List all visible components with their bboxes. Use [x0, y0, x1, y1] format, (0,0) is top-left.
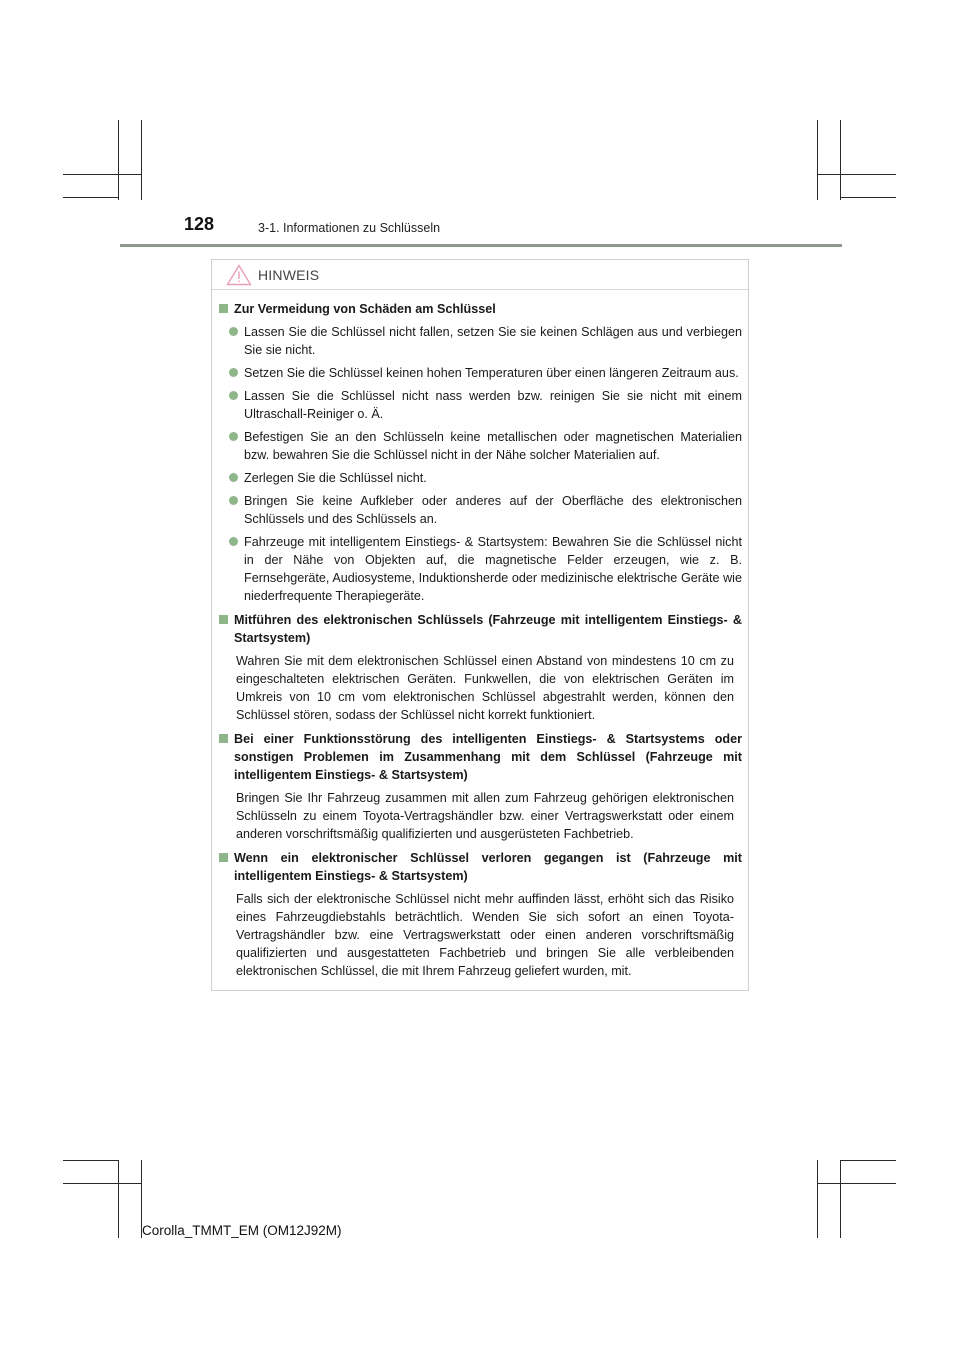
notice-section — [219, 730, 742, 843]
circle-bullet-icon — [229, 496, 238, 505]
crop-mark — [840, 197, 896, 198]
circle-bullet-icon — [229, 391, 238, 400]
section-paragraph: Falls sich der elektronische Schlüssel nicht mehr auffinden lässt, erhöht sich das Risiko eines Fahrzeugdiebstahls beträchtlich. Wenden Sie sich sofort an einen Toyota-Vertragshändler bzw. eine Vertragswerkstatt oder einen anderen vorschriftsmäßig qualifizierten und ausgestatteten Fachbetrieb und bringen Sie alle verbleibenden elektronischen Schlüssel, die mit Ihrem Fahrzeug geliefert wurden, mit. — [236, 892, 734, 978]
crop-mark — [817, 174, 896, 175]
bullet-item: Befestigen Sie an den Schlüsseln keine metallischen oder magnetischen Materialien bzw. bewahren Sie die Schlüssel nicht in der Nähe solcher Materialien auf. — [229, 428, 742, 464]
crop-mark — [63, 174, 141, 175]
circle-bullet-icon — [229, 537, 238, 546]
crop-mark — [63, 1160, 118, 1161]
crop-mark — [118, 120, 119, 200]
section-paragraph: Bringen Sie Ihr Fahrzeug zusammen mit allen zum Fahrzeug gehörigen elektronischen Schlüsseln zu einem Toyota-Vertragshändler bzw. einer Vertragswerkstatt oder einem anderen vorschriftsmäßig qualifizierten und ausgerüsteten Fachbetrieb. — [236, 791, 734, 841]
crop-mark — [141, 120, 142, 200]
crop-mark — [840, 120, 841, 200]
section-title: 3-1. Informationen zu Schlüsseln — [258, 221, 441, 235]
section-paragraph: Wahren Sie mit dem elektronischen Schlüssel einen Abstand von mindestens 10 cm zu eingeschalteten elektrischen Geräten. Funkwellen, die von elektrischen Geräten im Umkreis von 10 cm vom elektronischen Schlüssel abgestrahlt werden, können den Schlüssel stören, sodass der Schlüssel nicht korrekt funktioniert. — [236, 654, 734, 722]
crop-mark — [63, 197, 118, 198]
crop-mark — [118, 1160, 119, 1238]
section-heading: Zur Vermeidung von Schäden am Schlüssel — [219, 300, 742, 318]
square-bullet-icon — [219, 615, 228, 624]
bullet-item: Setzen Sie die Schlüssel keinen hohen Temperaturen über einen längeren Zeitraum aus. — [229, 364, 742, 382]
circle-bullet-icon — [229, 473, 238, 482]
circle-bullet-icon — [229, 432, 238, 441]
notice-box — [211, 259, 749, 991]
crop-mark — [817, 1183, 896, 1184]
bullet-item: Zerlegen Sie die Schlüssel nicht. — [229, 469, 742, 487]
square-bullet-icon — [219, 853, 228, 862]
page-number: 128 — [184, 214, 215, 234]
notice-header — [212, 260, 748, 290]
notice-section — [219, 611, 742, 724]
crop-mark — [840, 1160, 841, 1238]
crop-mark — [817, 120, 818, 200]
footer-doc-id: Corolla_TMMT_EM (OM12J92M) — [142, 1223, 342, 1238]
section-heading: Wenn ein elektronischer Schlüssel verloren gegangen ist (Fahrzeuge mit intelligentem Einstiegs- & Startsystem) — [219, 849, 742, 885]
circle-bullet-icon — [229, 327, 238, 336]
bullet-item: Lassen Sie die Schlüssel nicht nass werden bzw. reinigen Sie sie nicht mit einem Ultraschall-Reiniger o. Ä. — [229, 387, 742, 423]
crop-mark — [817, 1160, 818, 1238]
section-heading: Bei einer Funktionsstörung des intelligenten Einstiegs- & Startsystems oder sonstigen Problemen im Zusammenhang mit dem Schlüssel (Fahrzeuge mit intelligentem Einstiegs- & Startsystem) — [219, 730, 742, 784]
header-rule — [120, 244, 842, 247]
notice-section — [219, 849, 742, 980]
crop-mark — [840, 1160, 896, 1161]
notice-title: HINWEIS — [258, 266, 320, 283]
circle-bullet-icon — [229, 368, 238, 377]
section-heading: Mitführen des elektronischen Schlüssels (Fahrzeuge mit intelligentem Einstiegs- & Startsystem) — [219, 611, 742, 647]
bullet-item: Fahrzeuge mit intelligentem Einstiegs- & Startsystem: Bewahren Sie die Schlüssel nicht in der Nähe von Objekten auf, die magnetische Felder erzeugen, wie z. B. Fernsehgeräte, Audiosysteme, Induktionsherde oder medizinische elektrische Geräte wie niederfrequente Therapiegeräte. — [229, 533, 742, 605]
notice-section — [219, 300, 742, 605]
notice-body — [212, 290, 748, 980]
warning-triangle-icon — [226, 264, 252, 286]
square-bullet-icon — [219, 304, 228, 313]
crop-mark — [63, 1183, 141, 1184]
bullet-item: Lassen Sie die Schlüssel nicht fallen, setzen Sie sie keinen Schlägen aus und verbiegen Sie sie nicht. — [229, 323, 742, 359]
square-bullet-icon — [219, 734, 228, 743]
bullet-item: Bringen Sie keine Aufkleber oder anderes auf der Oberfläche des elektronischen Schlüssels und des Schlüssels an. — [229, 492, 742, 528]
